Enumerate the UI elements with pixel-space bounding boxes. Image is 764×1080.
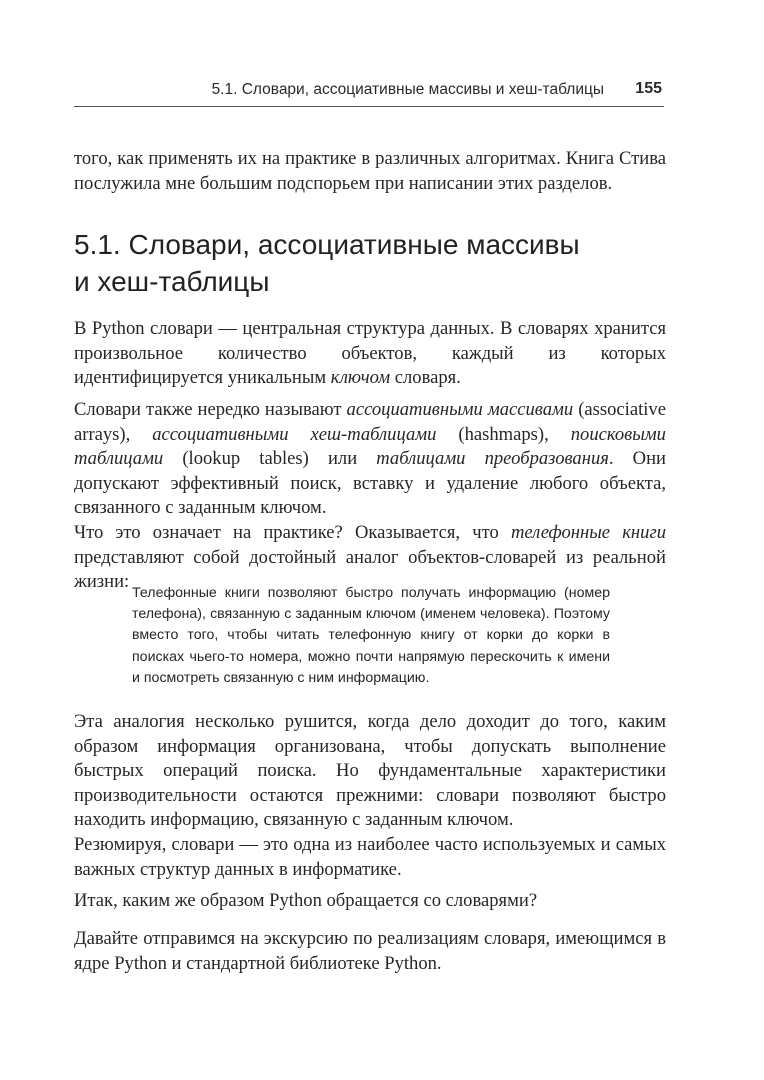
p2-text-4: (lookup tables) или [163, 448, 377, 469]
paragraph-analogy: Эта аналогия несколько рушится, когда дело доходит до того, каким образом информация организована, чтобы допускать выполнение быстрых операций поиска. Но фундаментальные характеристики производительности остаются прежними: словари позволяют быстро находить информацию, связанную с заданным ключом. [74, 711, 666, 830]
p2-emphasis-3: поисковыми таблицами [74, 423, 666, 469]
p1-text-before: В Python словари — центральная структура данных. В словарях хранится произвольное количество объектов, каждый из которых идентифицируется уникальным [74, 318, 666, 388]
p2-emphasis-2: ассоциативными хеш-таблицами [152, 423, 437, 445]
p1-emphasis-key: ключом [330, 367, 391, 388]
p2-emphasis-1: ассоциативными массивами [346, 399, 574, 420]
p3-text-before: Что это означает на практике? Оказывается, что [74, 522, 511, 543]
p3-emphasis-phone-books: телефонные книги [510, 522, 666, 543]
section-heading [74, 226, 634, 300]
p2-text-2: (associative arrays), [74, 399, 666, 445]
intro-paragraph: того, как применять их на практике в различных алгоритмах. Книга Стива послужила мне большим подспорьем при написании этих разделов. [74, 148, 666, 194]
p1-text-after: словаря. [390, 367, 461, 388]
p2-emphasis-4: таблицами преобразования [376, 448, 609, 469]
section-heading-line-1: 5.1. Словари, ассоциативные массивы [74, 229, 580, 260]
paragraph-synonyms [74, 398, 666, 521]
block-quote: Телефонные книги позволяют быстро получать информацию (номер телефона), связанную с заданным ключом (именем человека). Поэтому вместо того, чтобы читать телефонную книгу от корки до корки в поисках чьего-то номера, можно почти напрямую перескочить к имени и посмотреть связанную с ним информацию. [132, 585, 610, 686]
p2-text-5: . Они допускают эффективный поиск, вставку и удаление любого объекта, связанного с заданным ключом. [74, 448, 666, 518]
paragraph-summary: Резюмируя, словари — это одна из наиболее часто используемых и самых важных структур данных в информатике. [74, 834, 666, 880]
running-header-title: 5.1. Словари, ассоциативные массивы и хеш-таблицы [211, 81, 604, 98]
paragraph-question: Итак, каким же образом Python обращается со словарями? [74, 890, 538, 911]
page-number: 155 [635, 80, 662, 97]
paragraph-dictionaries-intro [74, 317, 666, 391]
section-heading-line-2: и хеш-таблицы [74, 266, 270, 297]
p3-text-after: представляют собой достойный аналог объектов-словарей из реальной жизни: [74, 546, 666, 592]
p2-text-3: (hashmaps), [436, 423, 571, 445]
p2-text-1: Словари также нередко называют [74, 399, 347, 420]
paragraph-excursion: Давайте отправимся на экскурсию по реализациям словаря, имеющимся в ядре Python и стандартной библиотеке Python. [74, 928, 666, 974]
running-header [74, 70, 664, 107]
